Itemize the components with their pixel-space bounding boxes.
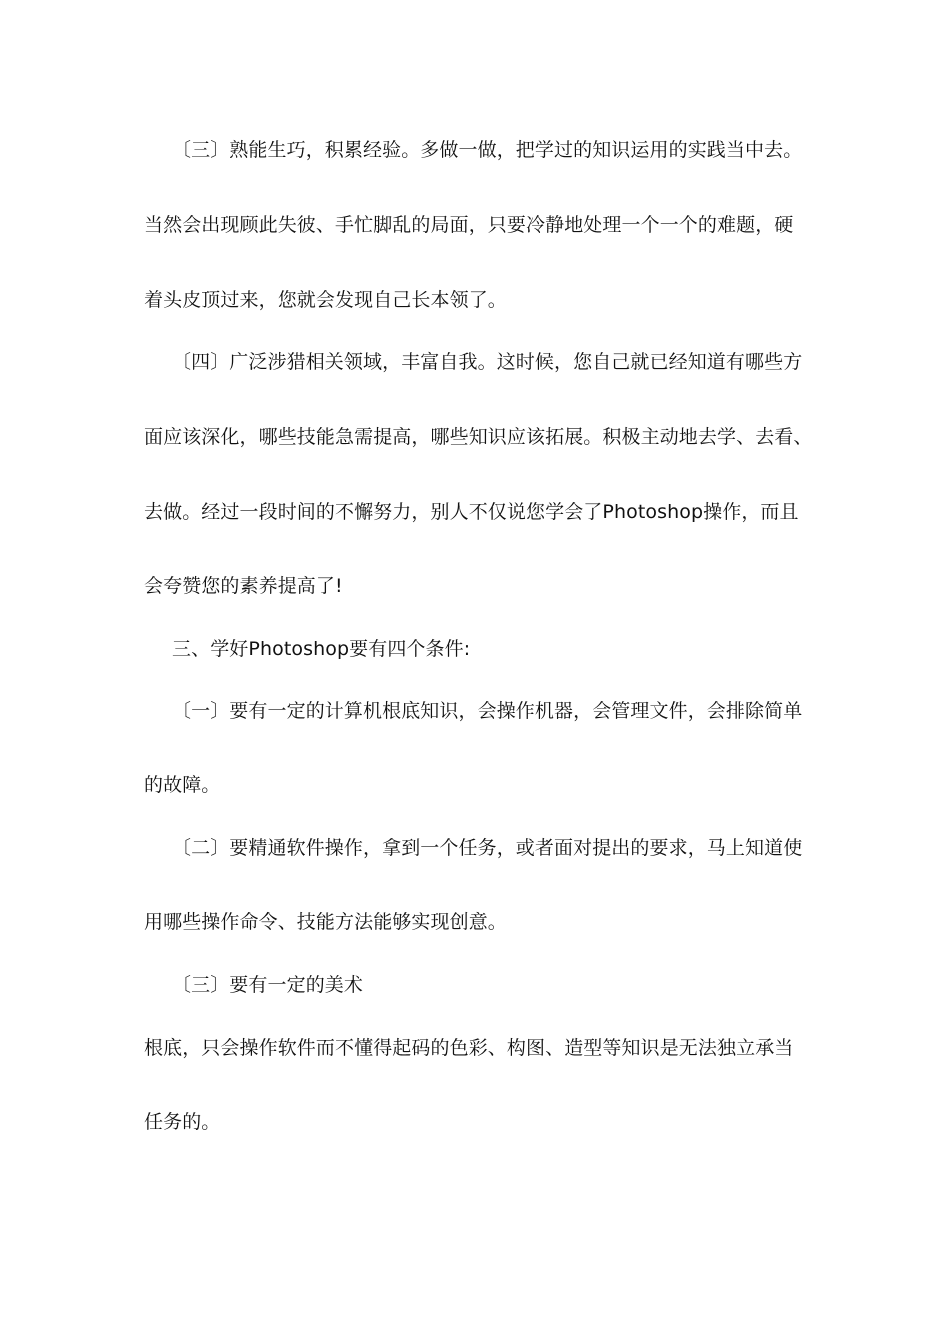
paragraph-line: 用哪些操作命令、技能方法能够实现创意。 [144,911,507,933]
paragraph-line: 〔一〕要有一定的计算机根底知识，会操作机器，会管理文件，会排除简单 [172,700,803,722]
paragraph-line: 根底，只会操作软件而不懂得起码的色彩、构图、造型等知识是无法独立承当 [144,1037,794,1059]
paragraph-line: 〔三〕熟能生巧，积累经验。多做一做，把学过的知识运用的实践当中去。 [172,139,803,161]
paragraph-line: 会夸赞您的素养提高了! [144,575,343,597]
paragraph-line: 〔四〕广泛涉猎相关领域，丰富自我。这时候，您自己就已经知道有哪些方 [172,351,803,373]
paragraph-line: 面应该深化，哪些技能急需提高，哪些知识应该拓展。积极主动地去学、去看、 [144,426,813,448]
paragraph-line: 当然会出现顾此失彼、手忙脚乱的局面，只要冷静地处理一个一个的难题，硬 [144,214,794,236]
paragraph-line: 任务的。 [144,1111,221,1133]
paragraph-line: 着头皮顶过来，您就会发现自己长本领了。 [144,289,507,311]
paragraph-line: 〔三〕要有一定的美术 [172,974,364,996]
paragraph-line: 去做。经过一段时间的不懈努力，别人不仅说您学会了Photoshop操作，而且 [144,501,799,523]
section-heading: 三、学好Photoshop要有四个条件: [172,638,471,660]
paragraph-line: 〔二〕要精通软件操作，拿到一个任务，或者面对提出的要求，马上知道使 [172,837,803,859]
paragraph-line: 的故障。 [144,774,221,796]
